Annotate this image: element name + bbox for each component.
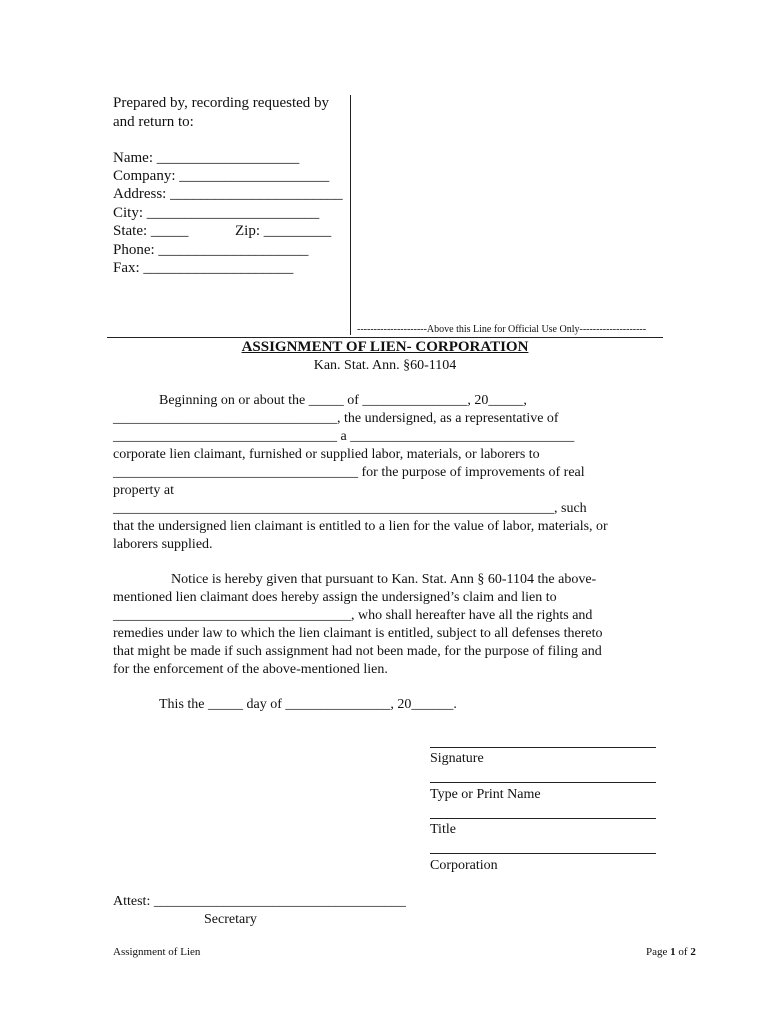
corporation-line[interactable] (430, 853, 656, 854)
p1-line5: ___________________________________ for the purpose of improvements of real (113, 465, 585, 480)
document-title: ASSIGNMENT OF LIEN- CORPORATION (241, 339, 529, 355)
prepared-by-line1: Prepared by, recording requested by (113, 95, 330, 111)
state-field[interactable]: State: _____ (113, 223, 189, 239)
statute-reference: Kan. Stat. Ann. §60-1104 (313, 358, 457, 373)
p2-line1: Notice is hereby given that pursuant to Kan. Stat. Ann § 60-1104 the above- (171, 572, 597, 587)
p1-line9: laborers supplied. (113, 537, 213, 552)
name-field[interactable]: Name: ___________________ (113, 150, 300, 166)
p2-line4: remedies under law to which the lien claimant is entitled, subject to all defenses thereto (113, 626, 603, 641)
title-line[interactable] (430, 818, 656, 819)
p1-line1: Beginning on or about the _____ of _______________, 20_____, (159, 393, 527, 408)
p1-line2: ________________________________, the undersigned, as a representative of (113, 411, 559, 426)
page-total: 2 (690, 946, 696, 958)
fax-field[interactable]: Fax: ____________________ (113, 260, 294, 276)
p2-line5: that might be made if such assignment had not been made, for the purpose of filing and (113, 644, 602, 659)
signature-line[interactable] (430, 747, 656, 748)
p1-line3: ________________________________ a ________________________________ (113, 429, 575, 444)
address-field[interactable]: Address: _______________________ (113, 186, 343, 202)
title-label: Title (430, 822, 456, 837)
signature-label: Signature (430, 751, 484, 766)
footer-title: Assignment of Lien (113, 946, 201, 958)
page-mid: of (675, 946, 691, 958)
header-divider-vertical (350, 95, 351, 335)
secretary-label: Secretary (204, 912, 257, 927)
p2-line3: __________________________________, who shall hereafter have all the rights and (113, 608, 593, 623)
page-number (646, 946, 696, 958)
city-field[interactable]: City: _______________________ (113, 205, 320, 221)
p2-line2: mentioned lien claimant does hereby assign the undersigned’s claim and lien to (113, 590, 557, 605)
page-prefix: Page (646, 946, 671, 958)
official-use-note: ---------------------Above this Line for Official Use Only-------------------- (357, 324, 647, 335)
corporation-label: Corporation (430, 858, 498, 873)
p1-line6: property at (113, 483, 175, 498)
attest-line[interactable]: Attest: ____________________________________ (113, 894, 406, 909)
date-line: This the _____ day of _______________, 20______. (159, 697, 457, 712)
prepared-by-line2: and return to: (113, 114, 194, 130)
zip-field[interactable]: Zip: _________ (235, 223, 332, 239)
p1-line4: corporate lien claimant, furnished or supplied labor, materials, or laborers to (113, 447, 540, 462)
print-name-line[interactable] (430, 782, 656, 783)
p1-line8: that the undersigned lien claimant is entitled to a lien for the value of labor, materials, or (113, 519, 608, 534)
header-divider-horizontal (107, 337, 663, 338)
p1-line7: _______________________________________________________________, such (113, 501, 587, 516)
print-name-label: Type or Print Name (430, 787, 541, 802)
p2-line6: for the enforcement of the above-mentioned lien. (113, 662, 388, 677)
phone-field[interactable]: Phone: ____________________ (113, 242, 309, 258)
company-field[interactable]: Company: ____________________ (113, 168, 330, 184)
page-current: 1 (670, 946, 676, 958)
